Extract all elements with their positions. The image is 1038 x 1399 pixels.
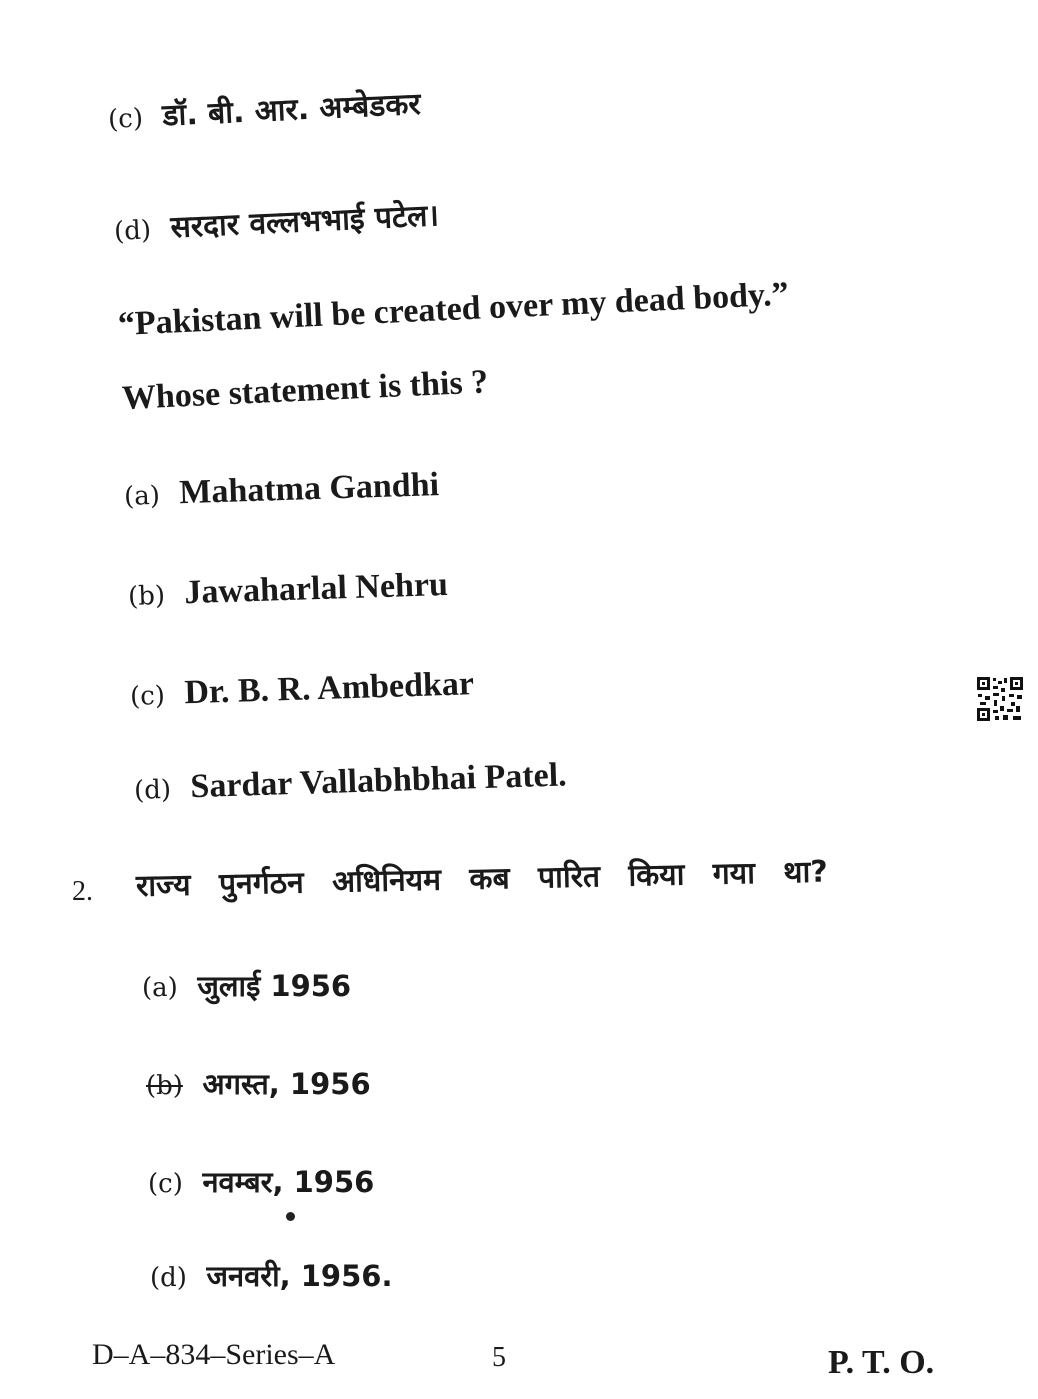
question-prompt: Whose statement is this ? bbox=[121, 363, 489, 417]
ink-dot bbox=[286, 1212, 295, 1221]
qr-code-icon bbox=[976, 676, 1024, 722]
question-2-text: राज्य पुनर्गठन अधिनियम कब पारित किया गया था? bbox=[135, 854, 829, 904]
option-b bbox=[127, 566, 448, 614]
q2-option-b bbox=[146, 1064, 371, 1103]
option-text: जनवरी, 1956. bbox=[206, 1259, 393, 1293]
option-c bbox=[129, 665, 474, 714]
q2-option-a bbox=[142, 966, 351, 1005]
option-a bbox=[123, 466, 439, 514]
option-label: (b) bbox=[146, 1071, 183, 1101]
option-text: डॉ. बी. आर. अम्बेडकर bbox=[161, 86, 422, 134]
option-label: (a) bbox=[123, 480, 161, 512]
question-number: 2. bbox=[72, 876, 93, 907]
option-label: (c) bbox=[129, 680, 166, 712]
option-label: (d) bbox=[113, 215, 152, 247]
option-text: Dr. B. R. Ambedkar bbox=[183, 665, 475, 712]
option-text: Jawaharlal Nehru bbox=[183, 565, 449, 612]
q2-option-c bbox=[148, 1162, 374, 1201]
option-text: नवम्बर, 1956 bbox=[202, 1165, 375, 1199]
option-label: (b) bbox=[127, 580, 166, 612]
page-number: 5 bbox=[492, 1342, 506, 1373]
option-label: (a) bbox=[142, 973, 178, 1003]
option-label: (d) bbox=[133, 774, 172, 806]
option-text: सरदार वल्लभभाई पटेल। bbox=[169, 198, 440, 246]
q2-option-d bbox=[150, 1256, 392, 1295]
option-c-hindi bbox=[107, 82, 421, 137]
option-text: Sardar Vallabhbhai Patel. bbox=[189, 756, 568, 806]
question-statement: “Pakistan will be created over my dead body.” bbox=[117, 275, 790, 343]
paper-code: D–A–834–Series–A bbox=[92, 1338, 336, 1371]
option-label: (d) bbox=[150, 1263, 187, 1293]
option-text: Mahatma Gandhi bbox=[178, 466, 440, 512]
option-d-hindi bbox=[113, 193, 440, 249]
option-label: (c) bbox=[107, 103, 144, 135]
pto-label: P. T. O. bbox=[828, 1344, 935, 1381]
option-d bbox=[133, 756, 567, 808]
option-label: (c) bbox=[148, 1169, 183, 1199]
option-text: जुलाई 1956 bbox=[197, 969, 352, 1003]
option-text: अगस्त, 1956 bbox=[202, 1067, 371, 1101]
